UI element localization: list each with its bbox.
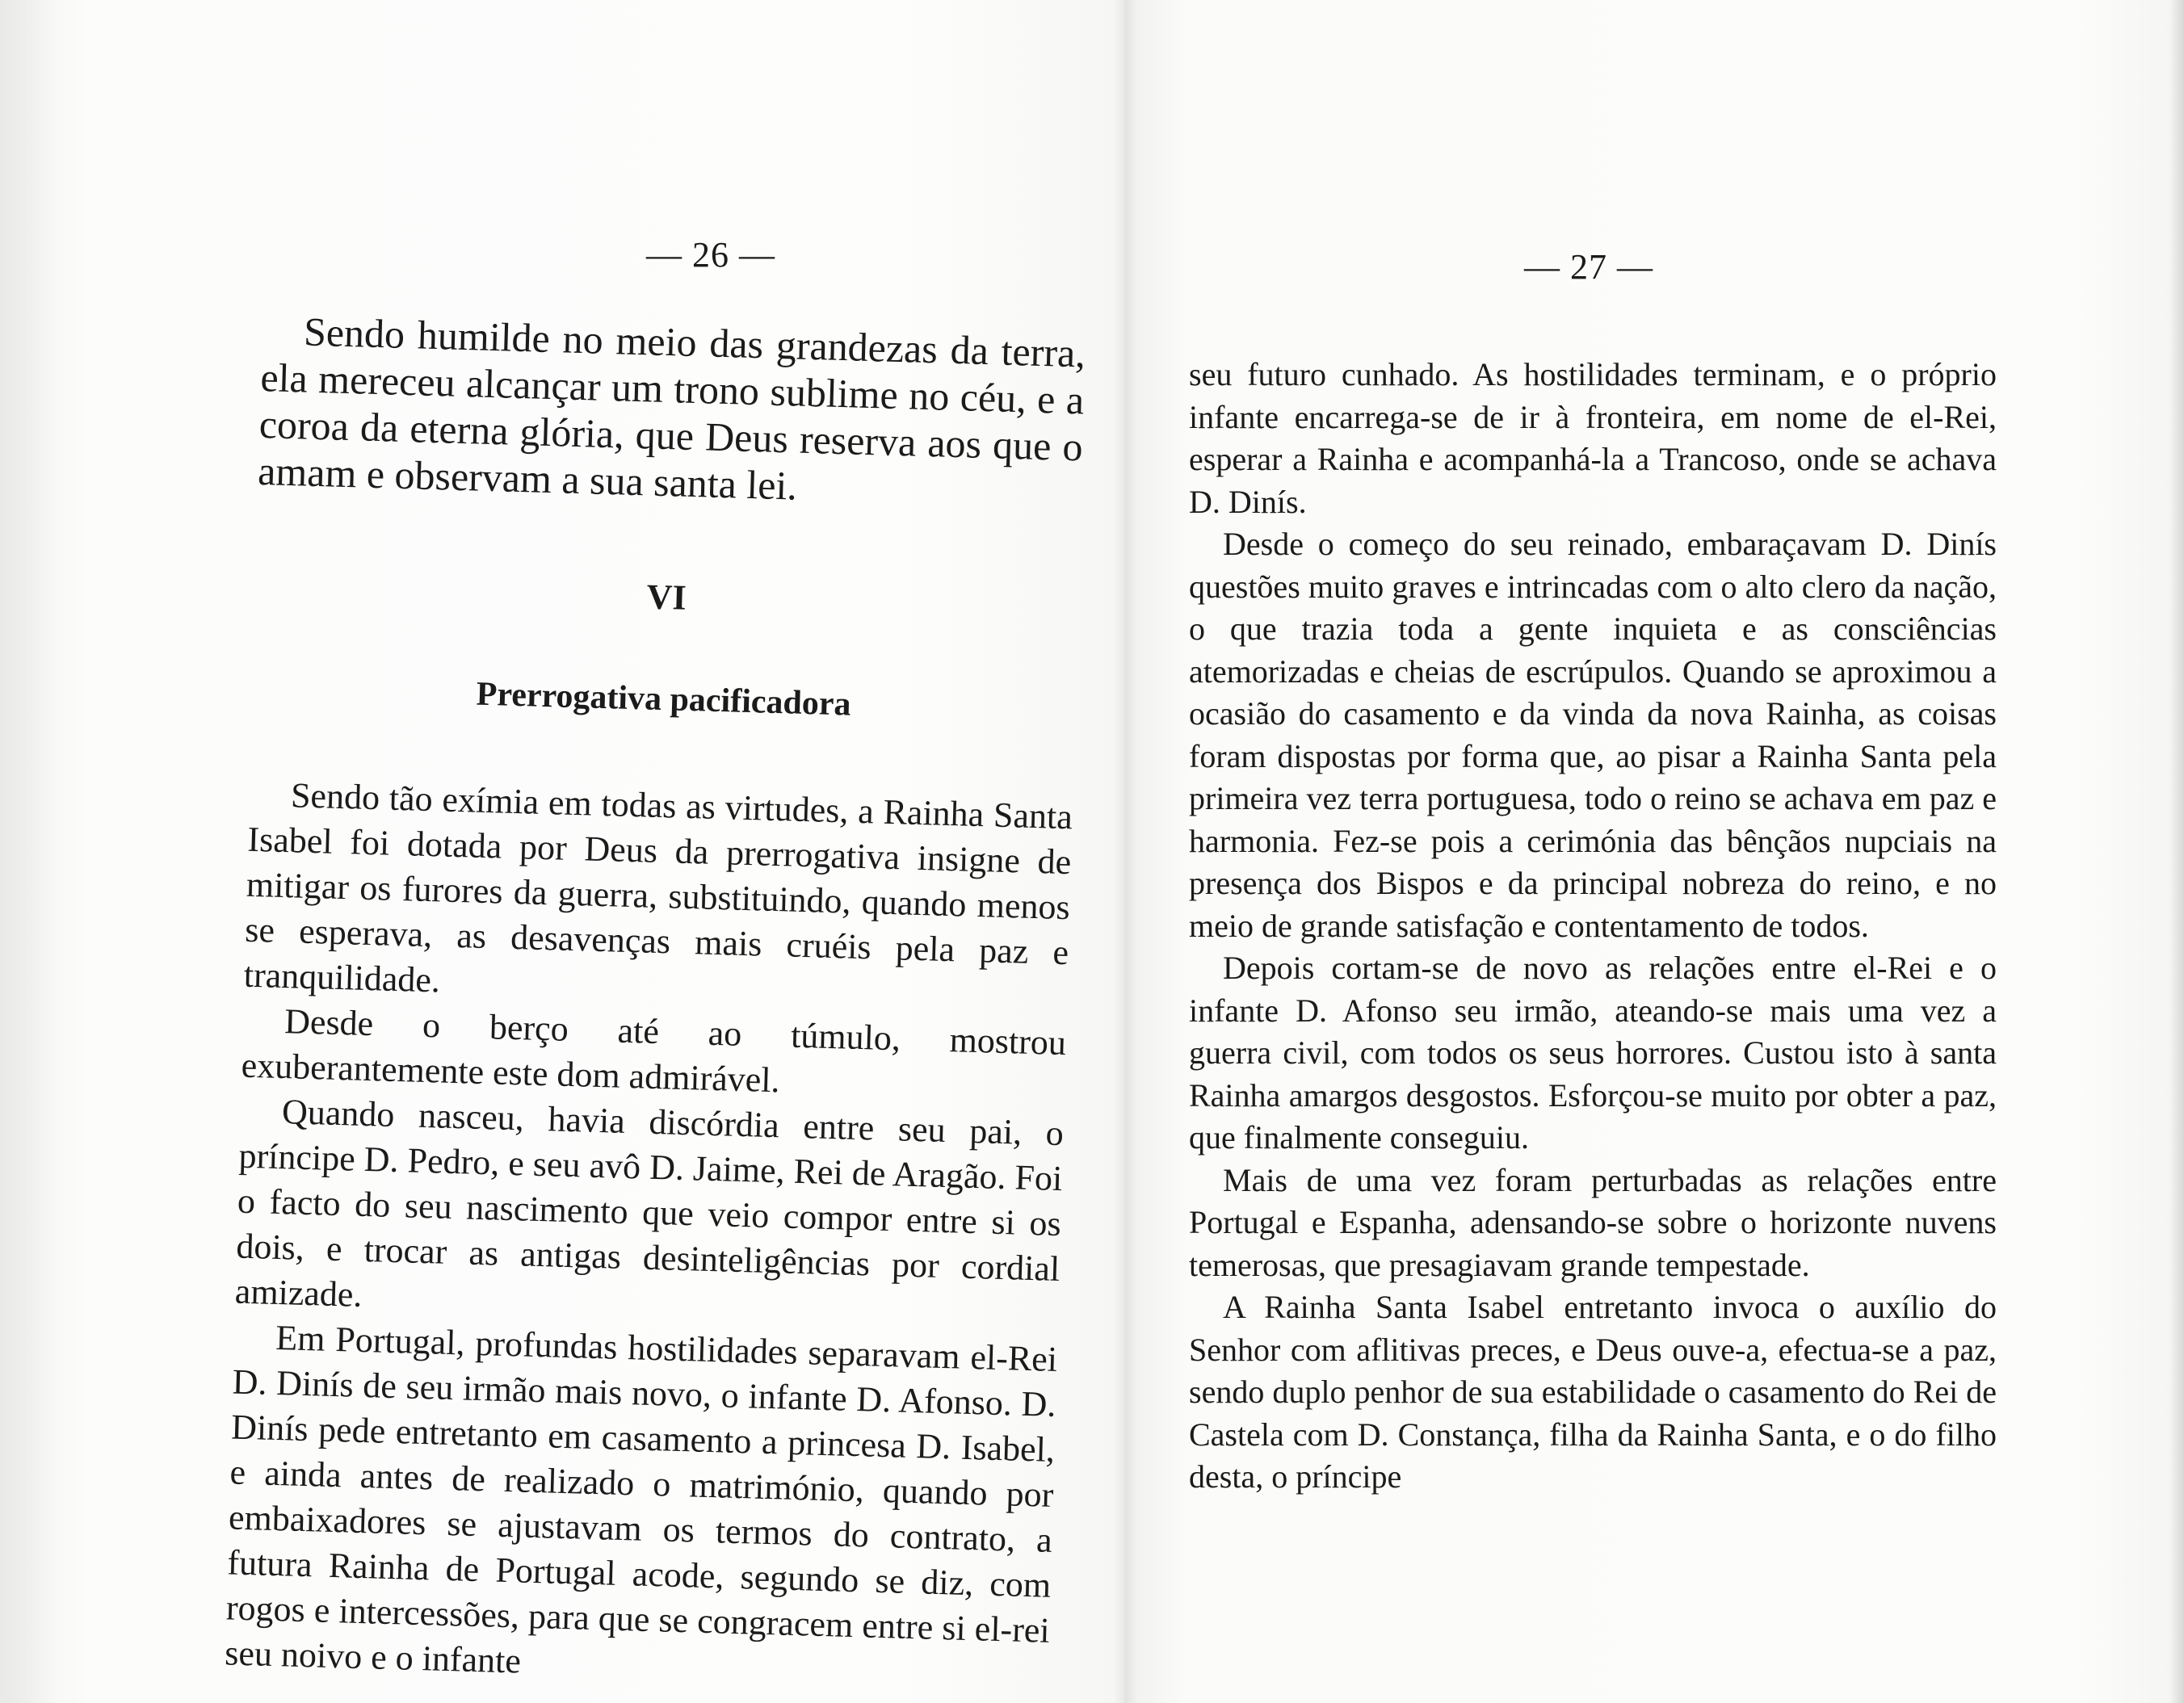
paragraph: Sendo tão exímia em todas as virtudes, a Rainha Santa Isabel foi dotada por Deus da prerrogativa insigne de mitigar os furores da guerra, substituindo, quando menos se esperava, as desavenças mais cruéis pela paz e tranquilidade. [243,775,1073,1000]
chapter-title: Prerrogativa pacificadora [476,675,852,724]
chapter-number: VI [646,577,687,618]
left-page-body [225,307,1086,1699]
opening-paragraph: Sendo humilde no meio das grandezas da terra, ela mereceu alcançar um trono sublime no céu, e a coroa da eterna glória, que Deus reserva aos que o amam e observam a sua santa lei. [257,308,1086,509]
continuation-paragraph: seu futuro cunhado. As hostilidades terminam, e o próprio infante encarrega-se de ir à fronteira, em nome de el-Rei, esperar a Rainha e acompanhá-la a Trancoso, onde se achava D. Dinís. [1189,356,1997,520]
right-page [1124,0,2184,1703]
paragraph: Desde o começo do seu reinado, embaraçavam D. Dinís questões muito graves e intrincadas com o alto clero da nação, o que trazia toda a gente inquieta e as consciências atemorizadas e cheias de escrúpulos. Quando se aproximou a ocasião do casamento e da vinda da nova Rainha, as coisas foram dispostas por forma que, ao pisar a Rainha Santa pela primeira vez terra portuguesa, todo o reino se achava em paz e harmonia. Fez-se pois a cerimónia das bênçãos nupciais na presença dos Bispos e da principal nobreza do reino, e no meio de grande satisfação e contentamento de todos. [1189,526,1997,944]
page-shadow-right [2169,0,2184,1703]
paragraph: Desde o berço até ao túmulo, mostrou exuberantemente este dom admirável. [241,1001,1067,1101]
right-page-body [1189,354,1997,1499]
page-number-right: — 27 — [1524,247,1653,287]
book-gutter [1113,0,1137,1703]
page-shadow-left [0,0,57,1703]
paragraph: Mais de uma vez foram perturbadas as relações entre Portugal e Espanha, adensando-se sobre o horizonte nuvens temerosas, que presagiavam grande tempestade. [1189,1161,1997,1283]
paragraph: A Rainha Santa Isabel entretanto invoca o auxílio do Senhor com aflitivas preces, e Deus ouve-a, efectua-se a paz, sendo duplo penhor de sua estabilidade o casamento do Rei de Castela com D. Constança, filha da Rainha Santa, e o do filho desta, o príncipe [1189,1289,1997,1495]
page-number-left: — 26 — [646,235,775,275]
paragraph: Quando nasceu, havia discórdia entre seu pai, o príncipe D. Pedro, e seu avô D. Jaime, Rei de Aragão. Foi o facto do seu nascimento que veio compor entre si os dois, e trocar as antigas desinteligências por cordial amizade. [234,1092,1065,1315]
paragraph: Depois cortam-se de novo as relações entre el-Rei e o infante D. Afonso seu irmão, ateando-se mais uma vez a guerra civil, com todos os seus horrores. Custou isto à santa Rainha amargos desgostos. Esforçou-se muito por obter a paz, que finalmente conseguiu. [1189,950,1997,1156]
paragraph: Em Portugal, profundas hostilidades separavam el-Rei D. Dinís de seu irmão mais novo, o infante D. Afonso. D. Dinís pede entretanto em casamento a princesa D. Isabel, e ainda antes de realizado o matrimónio, quando por embaixadores se ajustavam os termos do contrato, a futura Rainha de Portugal acode, segundo se diz, com rogos e intercessões, para que se congracem entre si el-rei seu noivo e o infante [224,1317,1058,1681]
